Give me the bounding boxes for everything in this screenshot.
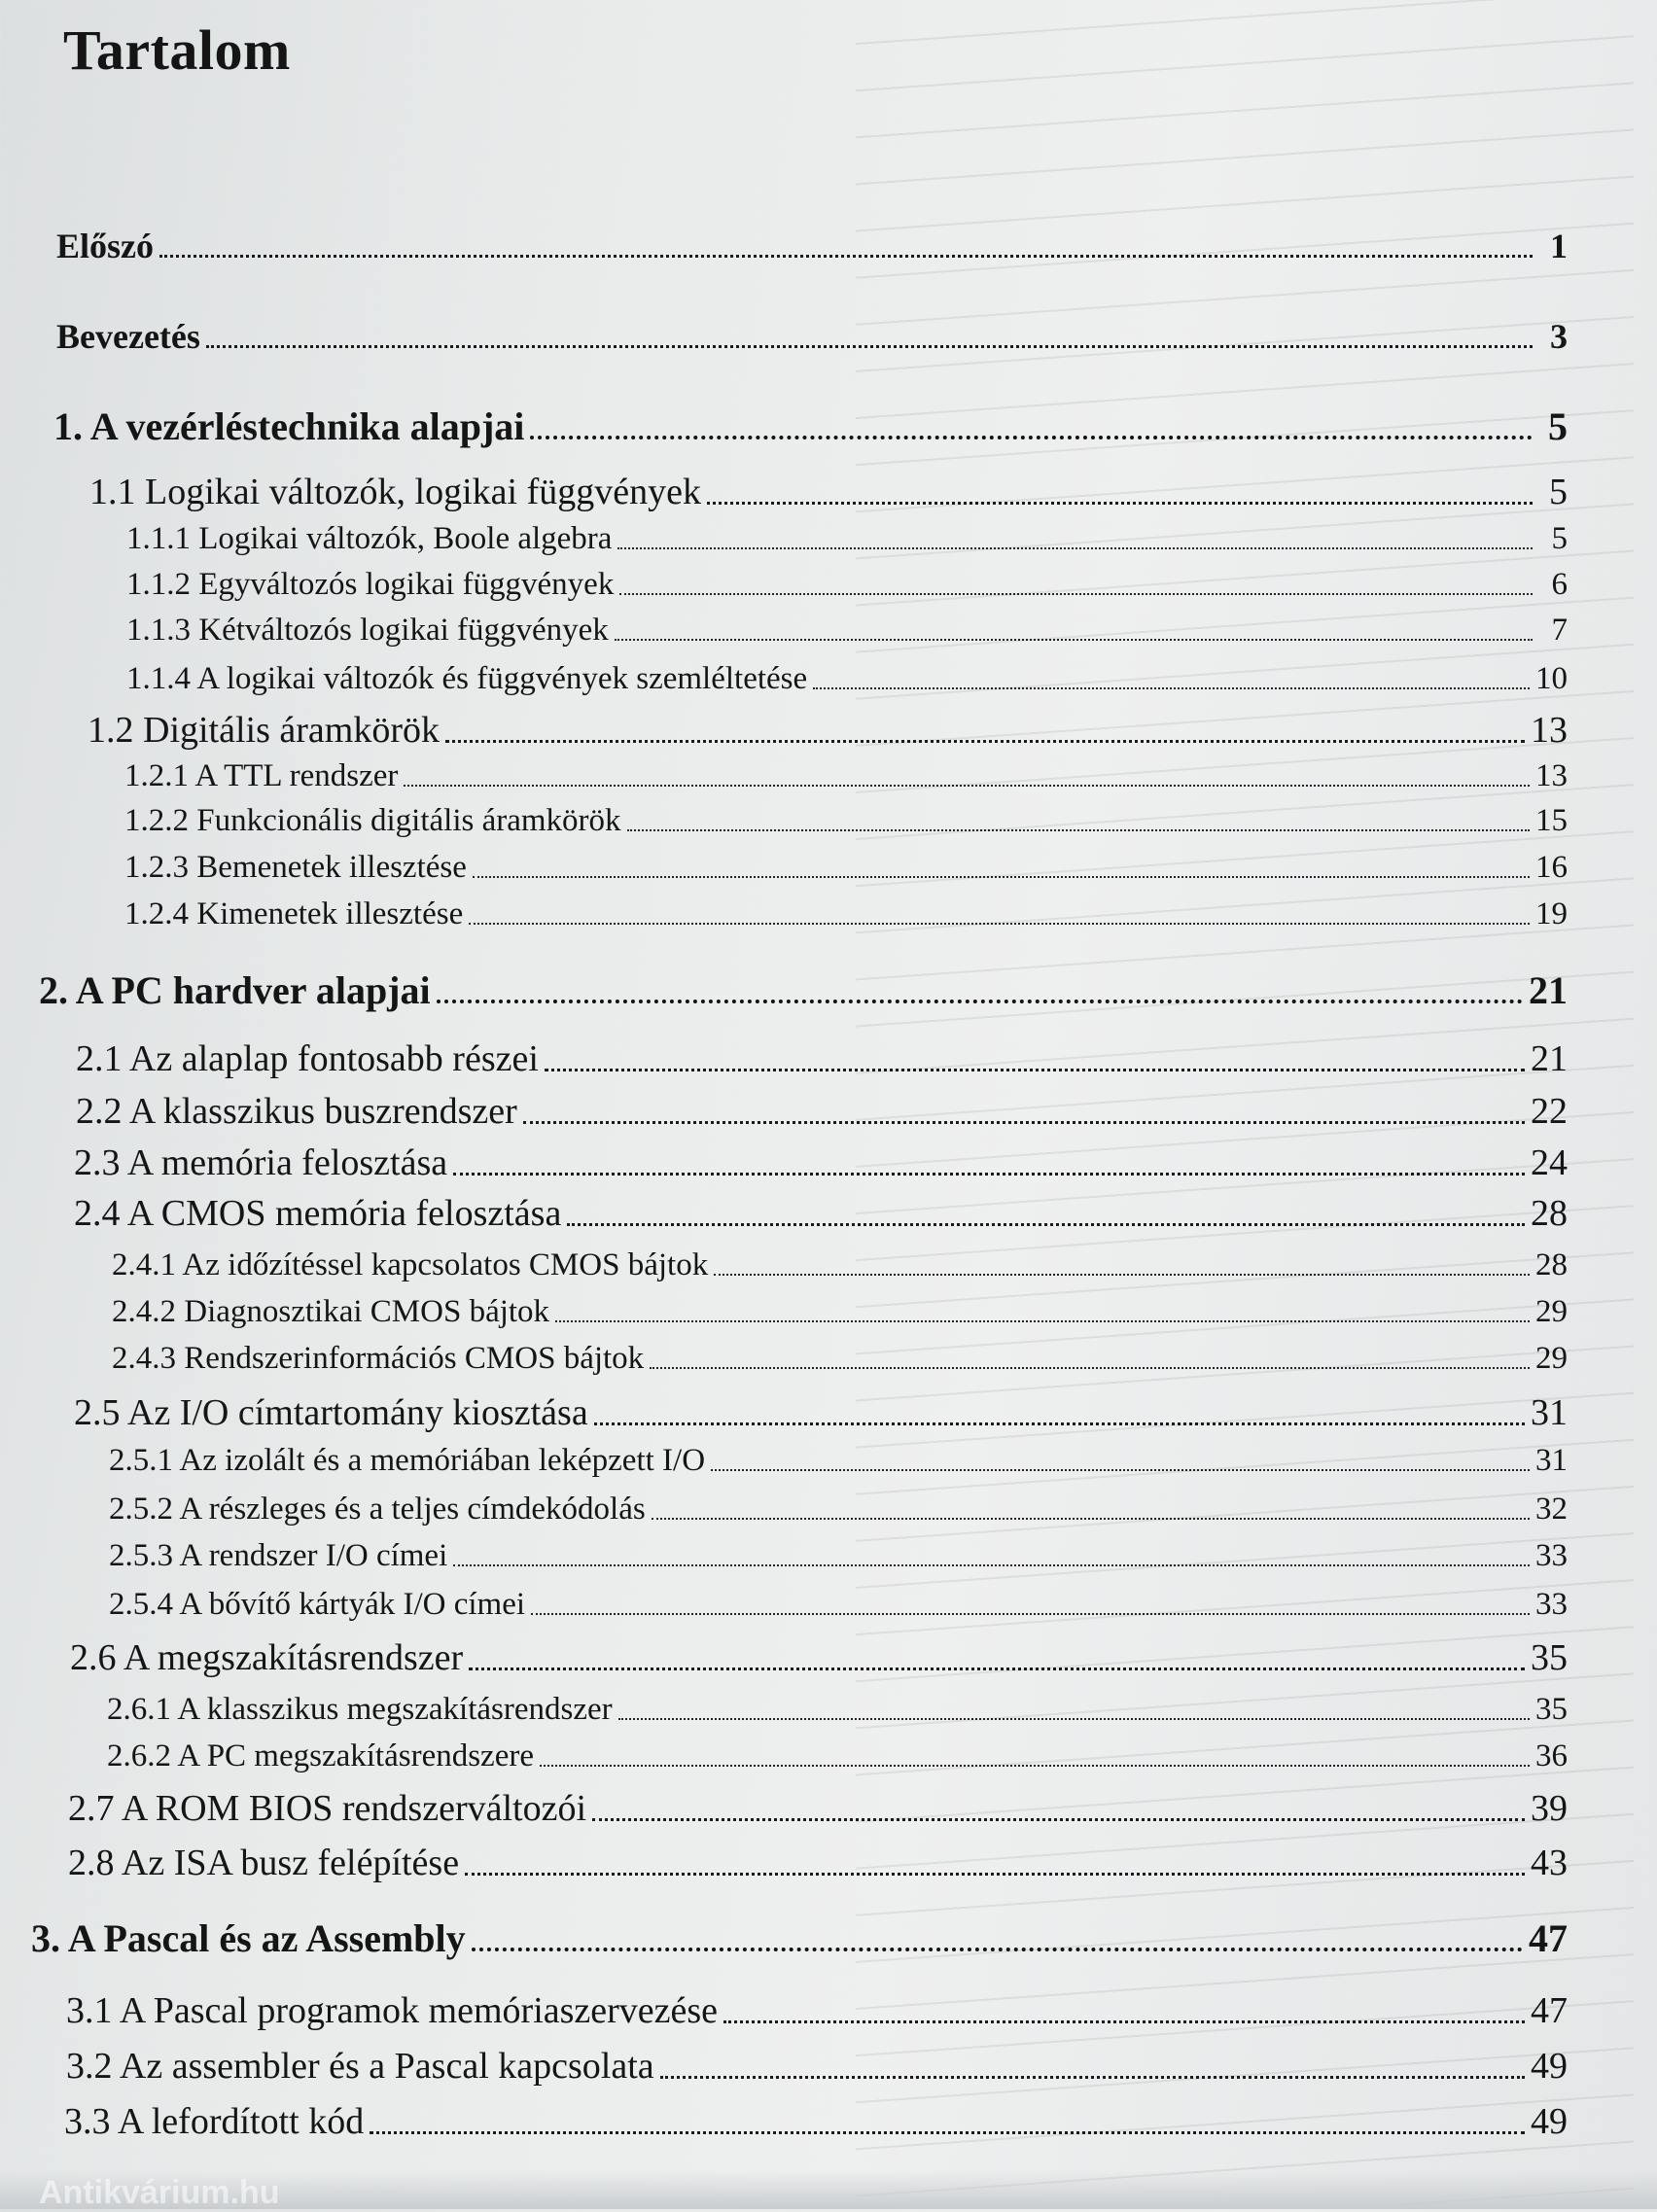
toc-entry-page: 28 [1531, 1193, 1568, 1234]
dot-leader [592, 1818, 1525, 1821]
toc-entry-page: 21 [1529, 968, 1568, 1012]
toc-entry-title: 2.7 A ROM BIOS rendszerváltozói [68, 1788, 587, 1829]
toc-entry-title: 2.5.4 A bővítő kártyák I/O címei [109, 1587, 526, 1622]
toc-entry-title: 1.2.3 Bemenetek illesztése [124, 850, 467, 885]
toc-entry-page: 49 [1531, 2101, 1568, 2142]
toc-entry[interactable] [39, 967, 1568, 1013]
toc-entry-title: 2.4.1 Az időzítéssel kapcsolatos CMOS bájtok [112, 1247, 709, 1282]
toc-entry-title: 3.2 Az assembler és a Pascal kapcsolata [66, 2046, 654, 2087]
toc-entry-title: 2.6 A megszakításrendszer [70, 1637, 464, 1678]
toc-entry-page: 31 [1535, 1443, 1568, 1478]
toc-entry-title: 2. A PC hardver alapjai [39, 968, 431, 1012]
dot-leader [617, 547, 1533, 549]
toc-entry-page: 29 [1535, 1294, 1568, 1329]
toc-entry[interactable] [124, 896, 1568, 932]
toc-entry-page: 7 [1551, 613, 1568, 648]
toc-entry[interactable] [64, 2100, 1568, 2143]
toc-entry-title: 1.2.1 A TTL rendszer [124, 758, 399, 793]
dot-leader [813, 687, 1530, 689]
dot-leader [523, 1121, 1525, 1124]
toc-entry-page: 3 [1550, 317, 1568, 356]
toc-entry-page: 1 [1550, 227, 1568, 265]
toc-entry[interactable] [74, 1391, 1568, 1434]
toc-entry[interactable] [107, 1738, 1568, 1774]
toc-entry-page: 13 [1535, 758, 1568, 793]
toc-entry-page: 5 [1549, 472, 1568, 512]
toc-entry-title: Bevezetés [56, 317, 200, 356]
toc-entry-title: 2.6.1 A klasszikus megszakításrendszer [107, 1692, 613, 1727]
toc-entry-title: 3.3 A lefordított kód [64, 2101, 365, 2142]
toc-entry-page: 24 [1531, 1142, 1568, 1183]
toc-entry-page: 36 [1535, 1738, 1568, 1773]
toc-entry-page: 28 [1535, 1247, 1568, 1282]
toc-entry[interactable] [53, 404, 1568, 449]
dot-leader [472, 1948, 1523, 1951]
dot-leader [453, 1564, 1530, 1566]
dot-leader [619, 593, 1533, 595]
dot-leader [723, 2020, 1525, 2023]
toc-entry-title: 1.1.3 Kétváltozós logikai függvények [126, 613, 609, 648]
toc-entry-page: 15 [1535, 803, 1568, 838]
toc-entry-page: 19 [1535, 896, 1568, 931]
toc-entry-title: 2.4.2 Diagnosztikai CMOS bájtok [112, 1294, 550, 1329]
toc-entry[interactable] [89, 471, 1568, 513]
toc-entry-title: 3. A Pascal és az Assembly [31, 1916, 466, 1960]
toc-entry-page: 21 [1531, 1038, 1568, 1079]
dot-leader [453, 1173, 1525, 1176]
dot-leader [545, 1069, 1525, 1071]
dot-leader [445, 740, 1525, 743]
toc-entry[interactable] [126, 661, 1568, 697]
toc-entry-page: 5 [1551, 521, 1568, 556]
dot-leader [650, 1367, 1530, 1369]
toc-entry[interactable] [107, 1692, 1568, 1728]
toc-entry[interactable] [68, 1787, 1568, 1830]
toc-entry[interactable] [112, 1294, 1568, 1330]
toc-entry-title: 2.5.1 Az izolált és a memóriában leképzett I/O [109, 1443, 706, 1478]
toc-entry[interactable] [76, 1090, 1568, 1133]
toc-entry[interactable] [126, 567, 1568, 603]
toc-entry[interactable] [56, 226, 1568, 266]
page-title: Tartalom [63, 18, 291, 82]
toc-entry[interactable] [70, 1636, 1568, 1679]
toc-entry-title: 2.5.3 A rendszer I/O címei [109, 1538, 448, 1573]
toc-entry[interactable] [109, 1587, 1568, 1623]
toc-entry-page: 13 [1531, 710, 1568, 751]
toc-entry-page: 43 [1531, 1843, 1568, 1883]
toc-entry-title: 1.2.2 Funkcionális digitális áramkörök [124, 803, 621, 838]
dot-leader [437, 1000, 1523, 1003]
toc-entry-page: 35 [1535, 1692, 1568, 1727]
toc-entry[interactable] [109, 1443, 1568, 1479]
dot-leader [627, 829, 1530, 831]
toc-entry-page: 22 [1531, 1091, 1568, 1132]
toc-entry-title: 2.5 Az I/O címtartomány kiosztása [74, 1392, 588, 1433]
toc-entry-title: 2.4 A CMOS memória felosztása [74, 1193, 562, 1234]
dot-leader [618, 1718, 1530, 1720]
toc-entry-page: 16 [1535, 850, 1568, 885]
toc-entry-page: 5 [1548, 404, 1568, 448]
toc-entry-page: 33 [1535, 1587, 1568, 1622]
toc-entry-page: 33 [1535, 1538, 1568, 1573]
toc-entry-page: 10 [1535, 661, 1568, 696]
dot-leader [594, 1422, 1525, 1425]
dot-leader [615, 639, 1533, 641]
toc-entry[interactable] [88, 709, 1568, 752]
toc-entry-title: 2.1 Az alaplap fontosabb részei [76, 1038, 539, 1079]
toc-entry[interactable] [31, 1915, 1568, 1961]
toc-entry[interactable] [124, 758, 1568, 794]
toc-entry-title: Előszó [56, 227, 155, 265]
dot-leader [469, 923, 1530, 925]
toc-entry[interactable] [126, 613, 1568, 649]
dot-leader [469, 1668, 1525, 1670]
dot-leader [540, 1765, 1530, 1767]
toc-entry[interactable] [74, 1192, 1568, 1235]
toc-entry-title: 1.1.4 A logikai változók és függvények szemléltetése [126, 661, 808, 696]
toc-entry[interactable] [74, 1141, 1568, 1184]
toc-entry-page: 47 [1529, 1916, 1568, 1960]
toc-entry-page: 29 [1535, 1341, 1568, 1376]
toc-entry[interactable] [109, 1492, 1568, 1527]
toc-entry-title: 1. A vezérléstechnika alapjai [53, 404, 525, 448]
toc-entry[interactable] [66, 1989, 1568, 2032]
dot-leader [370, 2131, 1525, 2134]
toc-entry-title: 1.1.1 Logikai változók, Boole algebra [126, 521, 613, 556]
dot-leader [159, 255, 1533, 258]
toc-entry[interactable] [56, 316, 1568, 357]
toc-entry-page: 31 [1531, 1392, 1568, 1433]
toc-entry-page: 6 [1551, 567, 1568, 602]
dot-leader [404, 785, 1530, 787]
toc-entry-title: 1.1 Logikai változók, logikai függvények [89, 472, 701, 512]
dot-leader [555, 1320, 1530, 1322]
toc-entry-page: 32 [1535, 1492, 1568, 1527]
dot-leader [652, 1518, 1530, 1520]
toc-entry[interactable] [124, 803, 1568, 839]
dot-leader [530, 436, 1533, 439]
toc-entry-title: 1.1.2 Egyváltozós logikai függvények [126, 567, 615, 602]
dot-leader [711, 1469, 1530, 1471]
toc-entry-title: 1.2 Digitális áramkörök [88, 710, 440, 751]
dot-leader [707, 502, 1533, 505]
watermark-strip [0, 2170, 1657, 2209]
dot-leader [206, 345, 1533, 348]
toc-entry[interactable] [66, 2045, 1568, 2088]
toc-entry-title: 2.8 Az ISA busz felépítése [68, 1843, 460, 1883]
dot-leader [531, 1613, 1530, 1615]
dot-leader [473, 876, 1530, 878]
toc-entry-title: 2.6.2 A PC megszakításrendszere [107, 1738, 534, 1773]
dot-leader [465, 1873, 1525, 1876]
dot-leader [660, 2076, 1525, 2079]
toc-entry[interactable] [112, 1247, 1568, 1283]
watermark-logo: Antikvárium.hu [39, 2174, 280, 2211]
toc-entry[interactable] [109, 1538, 1568, 1574]
toc-entry[interactable] [76, 1037, 1568, 1080]
dot-leader [567, 1223, 1525, 1226]
toc-entry-title: 2.5.2 A részleges és a teljes címdekódolás [109, 1492, 646, 1527]
toc-entry[interactable] [112, 1341, 1568, 1377]
toc-entry-page: 47 [1531, 1990, 1568, 2031]
dot-leader [714, 1274, 1530, 1276]
toc-entry-title: 1.2.4 Kimenetek illesztése [124, 896, 464, 931]
toc-entry-title: 2.3 A memória felosztása [74, 1142, 448, 1183]
toc-entry-title: 3.1 A Pascal programok memóriaszervezése [66, 1990, 719, 2031]
toc-entry-title: 2.4.3 Rendszerinformációs CMOS bájtok [112, 1341, 645, 1376]
toc-entry-page: 35 [1531, 1637, 1568, 1678]
toc-entry[interactable] [126, 521, 1568, 557]
toc-entry-title: 2.2 A klasszikus buszrendszer [76, 1091, 517, 1132]
toc-entry[interactable] [68, 1842, 1568, 1884]
toc-entry[interactable] [124, 850, 1568, 886]
toc-entry-page: 39 [1531, 1788, 1568, 1829]
toc-entry-page: 49 [1531, 2046, 1568, 2087]
